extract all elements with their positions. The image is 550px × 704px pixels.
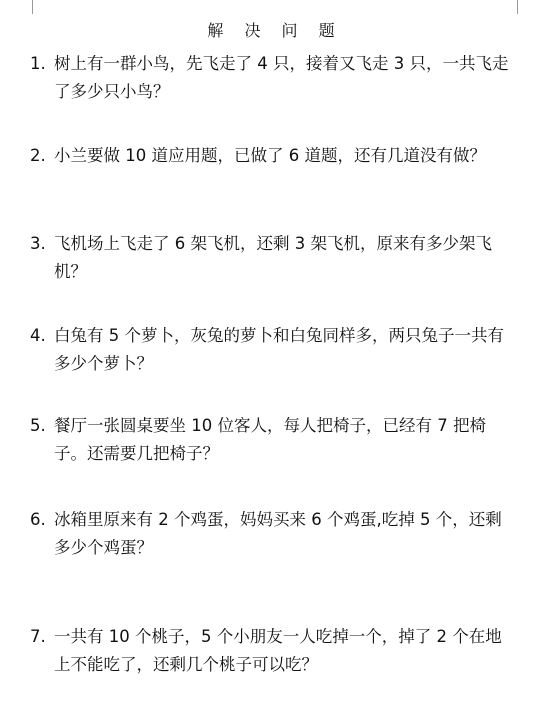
question-6 [30,506,510,562]
question-number: 6. [30,510,46,529]
question-2 [30,142,510,170]
question-5 [30,412,510,468]
page-title: 解 决 问 题 [207,21,343,40]
question-text: 白兔有 5 个萝卜，灰兔的萝卜和白兔同样多，两只兔子一共有多少个萝卜？ [54,326,504,373]
question-text: 餐厅一张圆桌要坐 10 位客人，每人把椅子，已经有 7 把椅子。还需要几把椅子？ [54,416,486,463]
question-text: 冰箱里原来有 2 个鸡蛋，妈妈买来 6 个鸡蛋,吃掉 5 个，还剩多少个鸡蛋？ [54,510,502,557]
question-text: 小兰要做 10 道应用题，已做了 6 道题，还有几道没有做？ [54,146,486,165]
question-text: 一共有 10 个桃子，5 个小朋友一人吃掉一个，掉了 2 个在地上不能吃了，还剩几个桃子可以吃？ [54,627,502,674]
question-text: 飞机场上飞走了 6 架飞机，还剩 3 架飞机，原来有多少架飞机？ [54,234,492,281]
question-7 [30,623,510,679]
question-number: 5. [30,416,46,435]
question-1 [30,50,510,106]
question-number: 2. [30,146,46,165]
question-3 [30,230,510,286]
question-text: 树上有一群小鸟，先飞走了 4 只，接着又飞走 3 只，一共飞走了多少只小鸟？ [54,54,509,101]
question-number: 7. [30,627,46,646]
question-number: 3. [30,234,46,253]
question-4 [30,322,510,378]
page-corner-mark-right [517,0,518,14]
page-corner-mark-left [32,0,33,14]
question-number: 4. [30,326,46,345]
question-number: 1. [30,54,46,73]
